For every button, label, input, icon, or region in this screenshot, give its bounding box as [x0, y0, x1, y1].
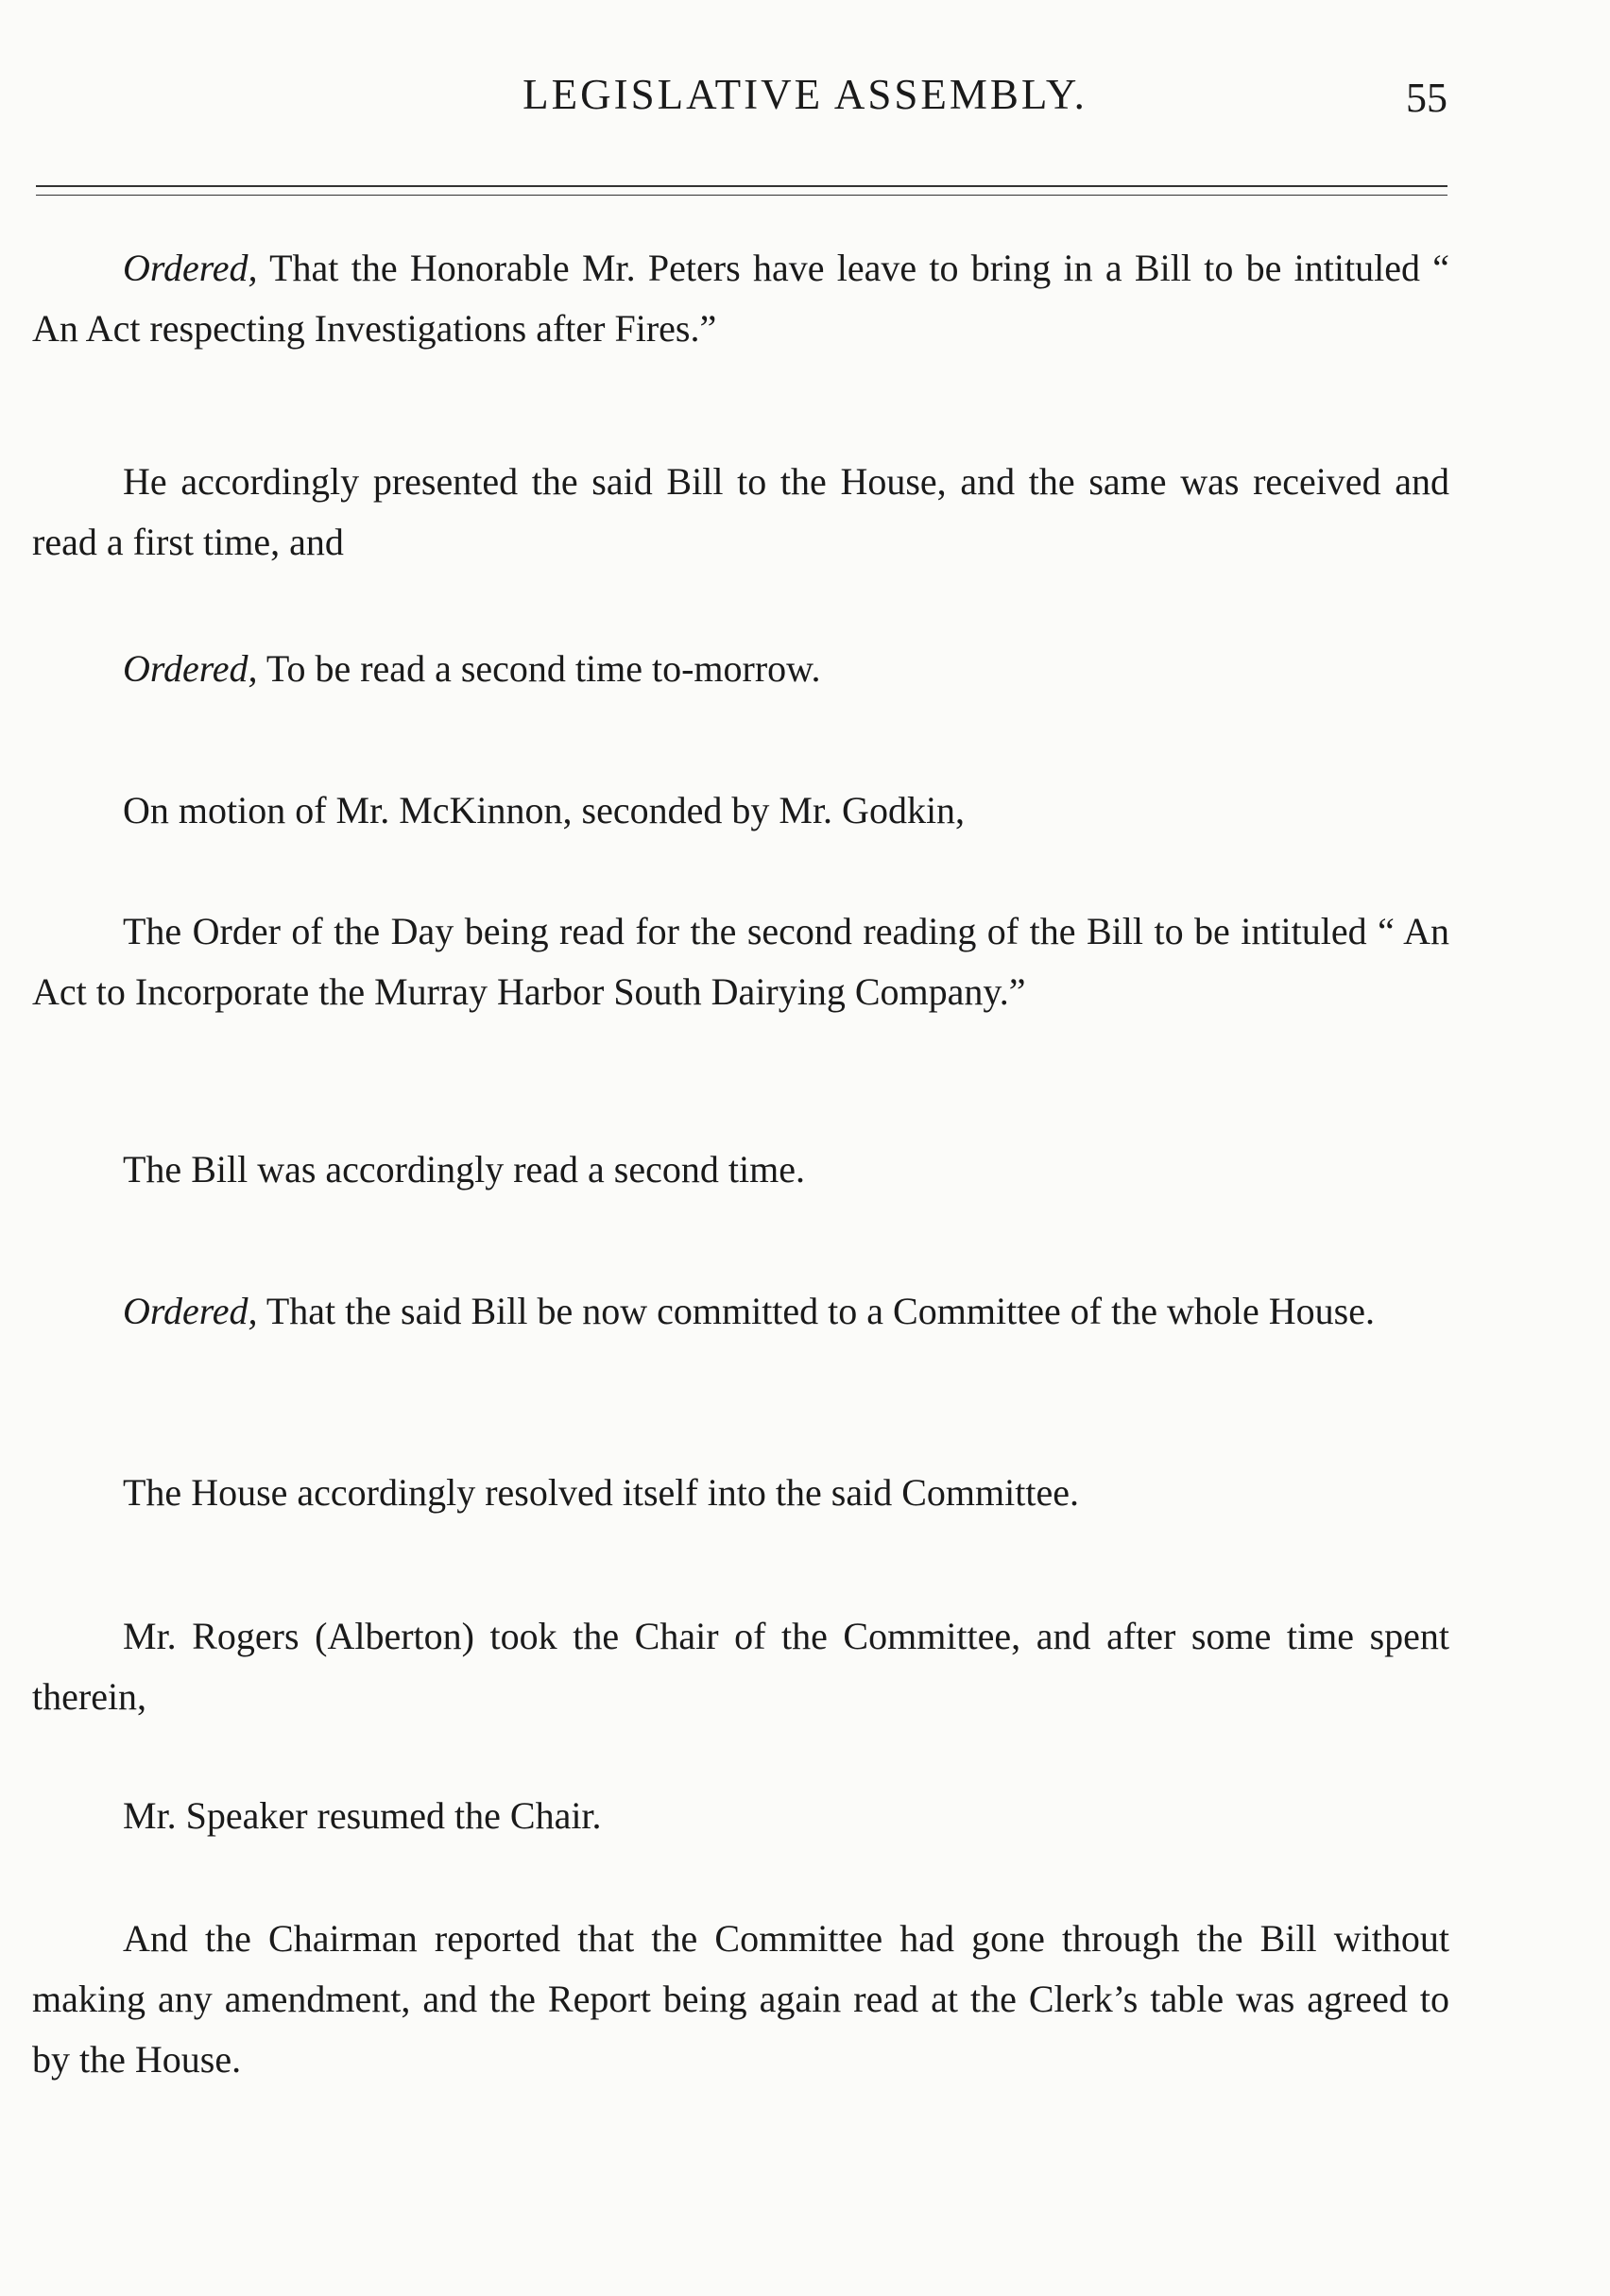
- paragraph-presented-bill: [32, 452, 1449, 573]
- paragraph-order-of-day: [32, 901, 1449, 1022]
- header-rule-top: [36, 185, 1447, 187]
- paragraph-text: That the Honorable Mr. Peters have leave to bring in a Bill to be intituled “ An Act respecting Investigations after Fires.”: [32, 247, 1449, 350]
- paragraph-ordered-committee: [32, 1281, 1449, 1342]
- header-rule-bottom: [36, 195, 1447, 196]
- paragraph-speaker-resumed: [32, 1786, 1449, 1846]
- paragraph-lead: Ordered,: [123, 1290, 258, 1332]
- paragraph-text: Mr. Speaker resumed the Chair.: [123, 1794, 602, 1837]
- running-header: LEGISLATIVE ASSEMBLY.: [522, 71, 1088, 118]
- paragraph-house-resolved: [32, 1463, 1449, 1523]
- page-number: 55: [1406, 75, 1447, 121]
- paragraph-text: Mr. Rogers (Alberton) took the Chair of the Committee, and after some time spent therein,: [32, 1615, 1449, 1718]
- paragraph-took-chair: [32, 1606, 1449, 1727]
- paragraph-bill-read-second: [32, 1139, 1449, 1200]
- paragraph-text: The Order of the Day being read for the second reading of the Bill to be intituled “ An Act to Incorporate the Murray Harbor South Dairying Company.”: [32, 910, 1449, 1013]
- paragraph-lead: Ordered,: [123, 647, 258, 690]
- paragraph-motion: [32, 780, 1449, 841]
- paragraph-chairman-reported: [32, 1909, 1449, 2090]
- paragraph-text: On motion of Mr. McKinnon, seconded by Mr. Godkin,: [123, 789, 966, 831]
- paragraph-ordered-second-reading: [32, 639, 1449, 699]
- paragraph-text: And the Chairman reported that the Committee had gone through the Bill without making any amendment, and the Report being again read at the Clerk’s table was agreed to by the House.: [32, 1917, 1449, 2081]
- paragraph-lead: Ordered,: [123, 247, 258, 289]
- paragraph-text: He accordingly presented the said Bill to the House, and the same was received and read a first time, and: [32, 460, 1449, 563]
- paragraph-ordered-leave-bill: [32, 238, 1449, 359]
- paragraph-text: To be read a second time to-morrow.: [257, 647, 821, 690]
- paragraph-text: That the said Bill be now committed to a Committee of the whole House.: [257, 1290, 1375, 1332]
- paragraph-text: The Bill was accordingly read a second time.: [123, 1148, 805, 1191]
- paragraph-text: The House accordingly resolved itself into the said Committee.: [123, 1471, 1079, 1514]
